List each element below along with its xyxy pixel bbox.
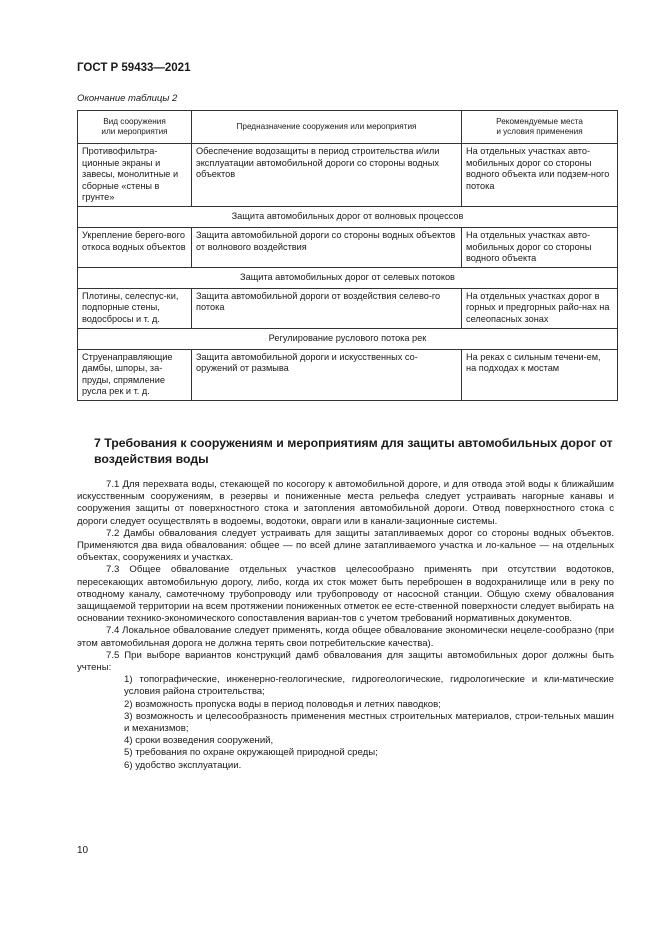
list-item: 1) топографические, инженерно-геологические, гидрогеологические, гидрологические и кли-матические условия района строительства; — [124, 674, 614, 698]
column-header-type: Вид сооружения или мероприятия — [78, 111, 192, 144]
cell-type: Укрепление берего-вого откоса водных объектов — [78, 227, 192, 267]
paragraph-7-2: 7.2 Дамбы обвалования следует устраивать для защиты затапливаемых дорог со стороны водных объектов. Применяются два вида обвалования: общее — по всей длине затапливаемого участка и ло-кальное — на отдельных объектах, сооружениях и участках. — [77, 527, 614, 564]
column-header-places: Рекомендуемые места и условия применения — [462, 111, 618, 144]
cell-places: На отдельных участках дорог в горных и предгорных райо-нах на селеопасных зонах — [462, 288, 618, 328]
cell-purpose: Защита автомобильной дороги и искусственных со-оружений от размыва — [192, 349, 462, 400]
section-heading: Защита автомобильных дорог от селевых потоков — [78, 267, 618, 288]
cell-type: Струенаправляющие дамбы, шпоры, за-пруды, спрямление русла рек и т. д. — [78, 349, 192, 400]
table-row — [78, 227, 618, 267]
section-heading: Защита автомобильных дорог от волновых процессов — [78, 206, 618, 227]
cell-purpose: Защита автомобильной дороги со стороны водных объектов от волнового воздействия — [192, 227, 462, 267]
paragraph-7-4: 7.4 Локальное обвалование следует применять, когда общее обвалование экономически нецеле-сообразно (при этом автомобильная дорога не должна терять свои потребительские качества). — [77, 625, 614, 649]
section-title: 7 Требования к сооружениям и мероприятиям для защиты автомобильных дорог от воздействия воды — [94, 436, 613, 466]
cell-places: На реках с сильным течени-ем, на подходах к мостам — [462, 349, 618, 400]
list-item: 3) возможность и целесообразность применения местных строительных материалов, строи-тельных машин и механизмов; — [124, 710, 614, 735]
list-item: 4) сроки возведения сооружений, — [124, 735, 274, 747]
table-2 — [77, 110, 618, 401]
paragraph-7-3: 7.3 Общее обвалование отдельных участков целесообразно применять при отсутствии водотоков, пересекающих автомобильную дорогу, либо, когда их сток может быть переброшен в водохранилище или в реку по отводному каналу, самотечному трубопроводу или трубопроводу от насосной станции. Общую схему обвалования защищаемой территории на всем протяжении пониженных отметок ее есте-ственной поверхности следует выбирать на основании технико-экономического сопоставления вариан-тов с учетом требований нормативных документов. — [77, 564, 614, 625]
table-row — [78, 349, 618, 400]
paragraph-7-1: 7.1 Для перехвата воды, стекающей по косогору к автомобильной дороге, и для отвода этой воды к ближайшим искусственным сооружениям, в резервы и пониженные места рельефа следует устраивать нагорные канавы и сооружения защиты от поверхностного стока и затопления автомобильной дороги. Отвод поверхностного стока с дороги следует осуществлять в водоемы, водотоки, овраги или в канали-зационные системы. — [77, 479, 614, 527]
column-header-purpose: Предназначение сооружения или мероприятия — [192, 111, 462, 144]
list-item: 2) возможность пропуска воды в период половодья и летних паводков; — [124, 698, 441, 710]
table-row — [78, 288, 618, 328]
cell-purpose: Обеспечение водозащиты в период строительства и/или эксплуатации автомобильной дороги со стороны водных объектов — [192, 144, 462, 207]
table-section-row — [78, 206, 618, 227]
list-item: 6) удобство эксплуатации. — [124, 759, 242, 771]
table-section-row — [78, 328, 618, 349]
cell-type: Плотины, селеспус-ки, подпорные стены, водосбросы и т. д. — [78, 288, 192, 328]
document-code: ГОСТ Р 59433—2021 — [77, 62, 191, 74]
table-row — [78, 144, 618, 207]
paragraph-7-5: 7.5 При выборе вариантов конструкций дамб обвалования для защиты автомобильных дорог должны быть учтены: — [77, 649, 614, 674]
cell-places: На отдельных участках авто-мобильных дорог со стороны водного объекта или подзем-ного потока — [462, 144, 618, 207]
table-caption: Окончание таблицы 2 — [77, 93, 178, 104]
table-section-row — [78, 267, 618, 288]
list-item: 5) требования по охране окружающей природной среды; — [124, 747, 378, 759]
page-number: 10 — [77, 845, 89, 856]
table-header-row — [78, 111, 618, 144]
cell-type: Противофильтра-ционные экраны и завесы, монолитные и сборные «стены в грунте» — [78, 144, 192, 207]
section-body — [77, 479, 614, 772]
cell-places: На отдельных участках авто-мобильных дорог со стороны водного объекта — [462, 227, 618, 267]
section-heading: Регулирование руслового потока рек — [78, 328, 618, 349]
cell-purpose: Защита автомобильной дороги от воздействия селево-го потока — [192, 288, 462, 328]
